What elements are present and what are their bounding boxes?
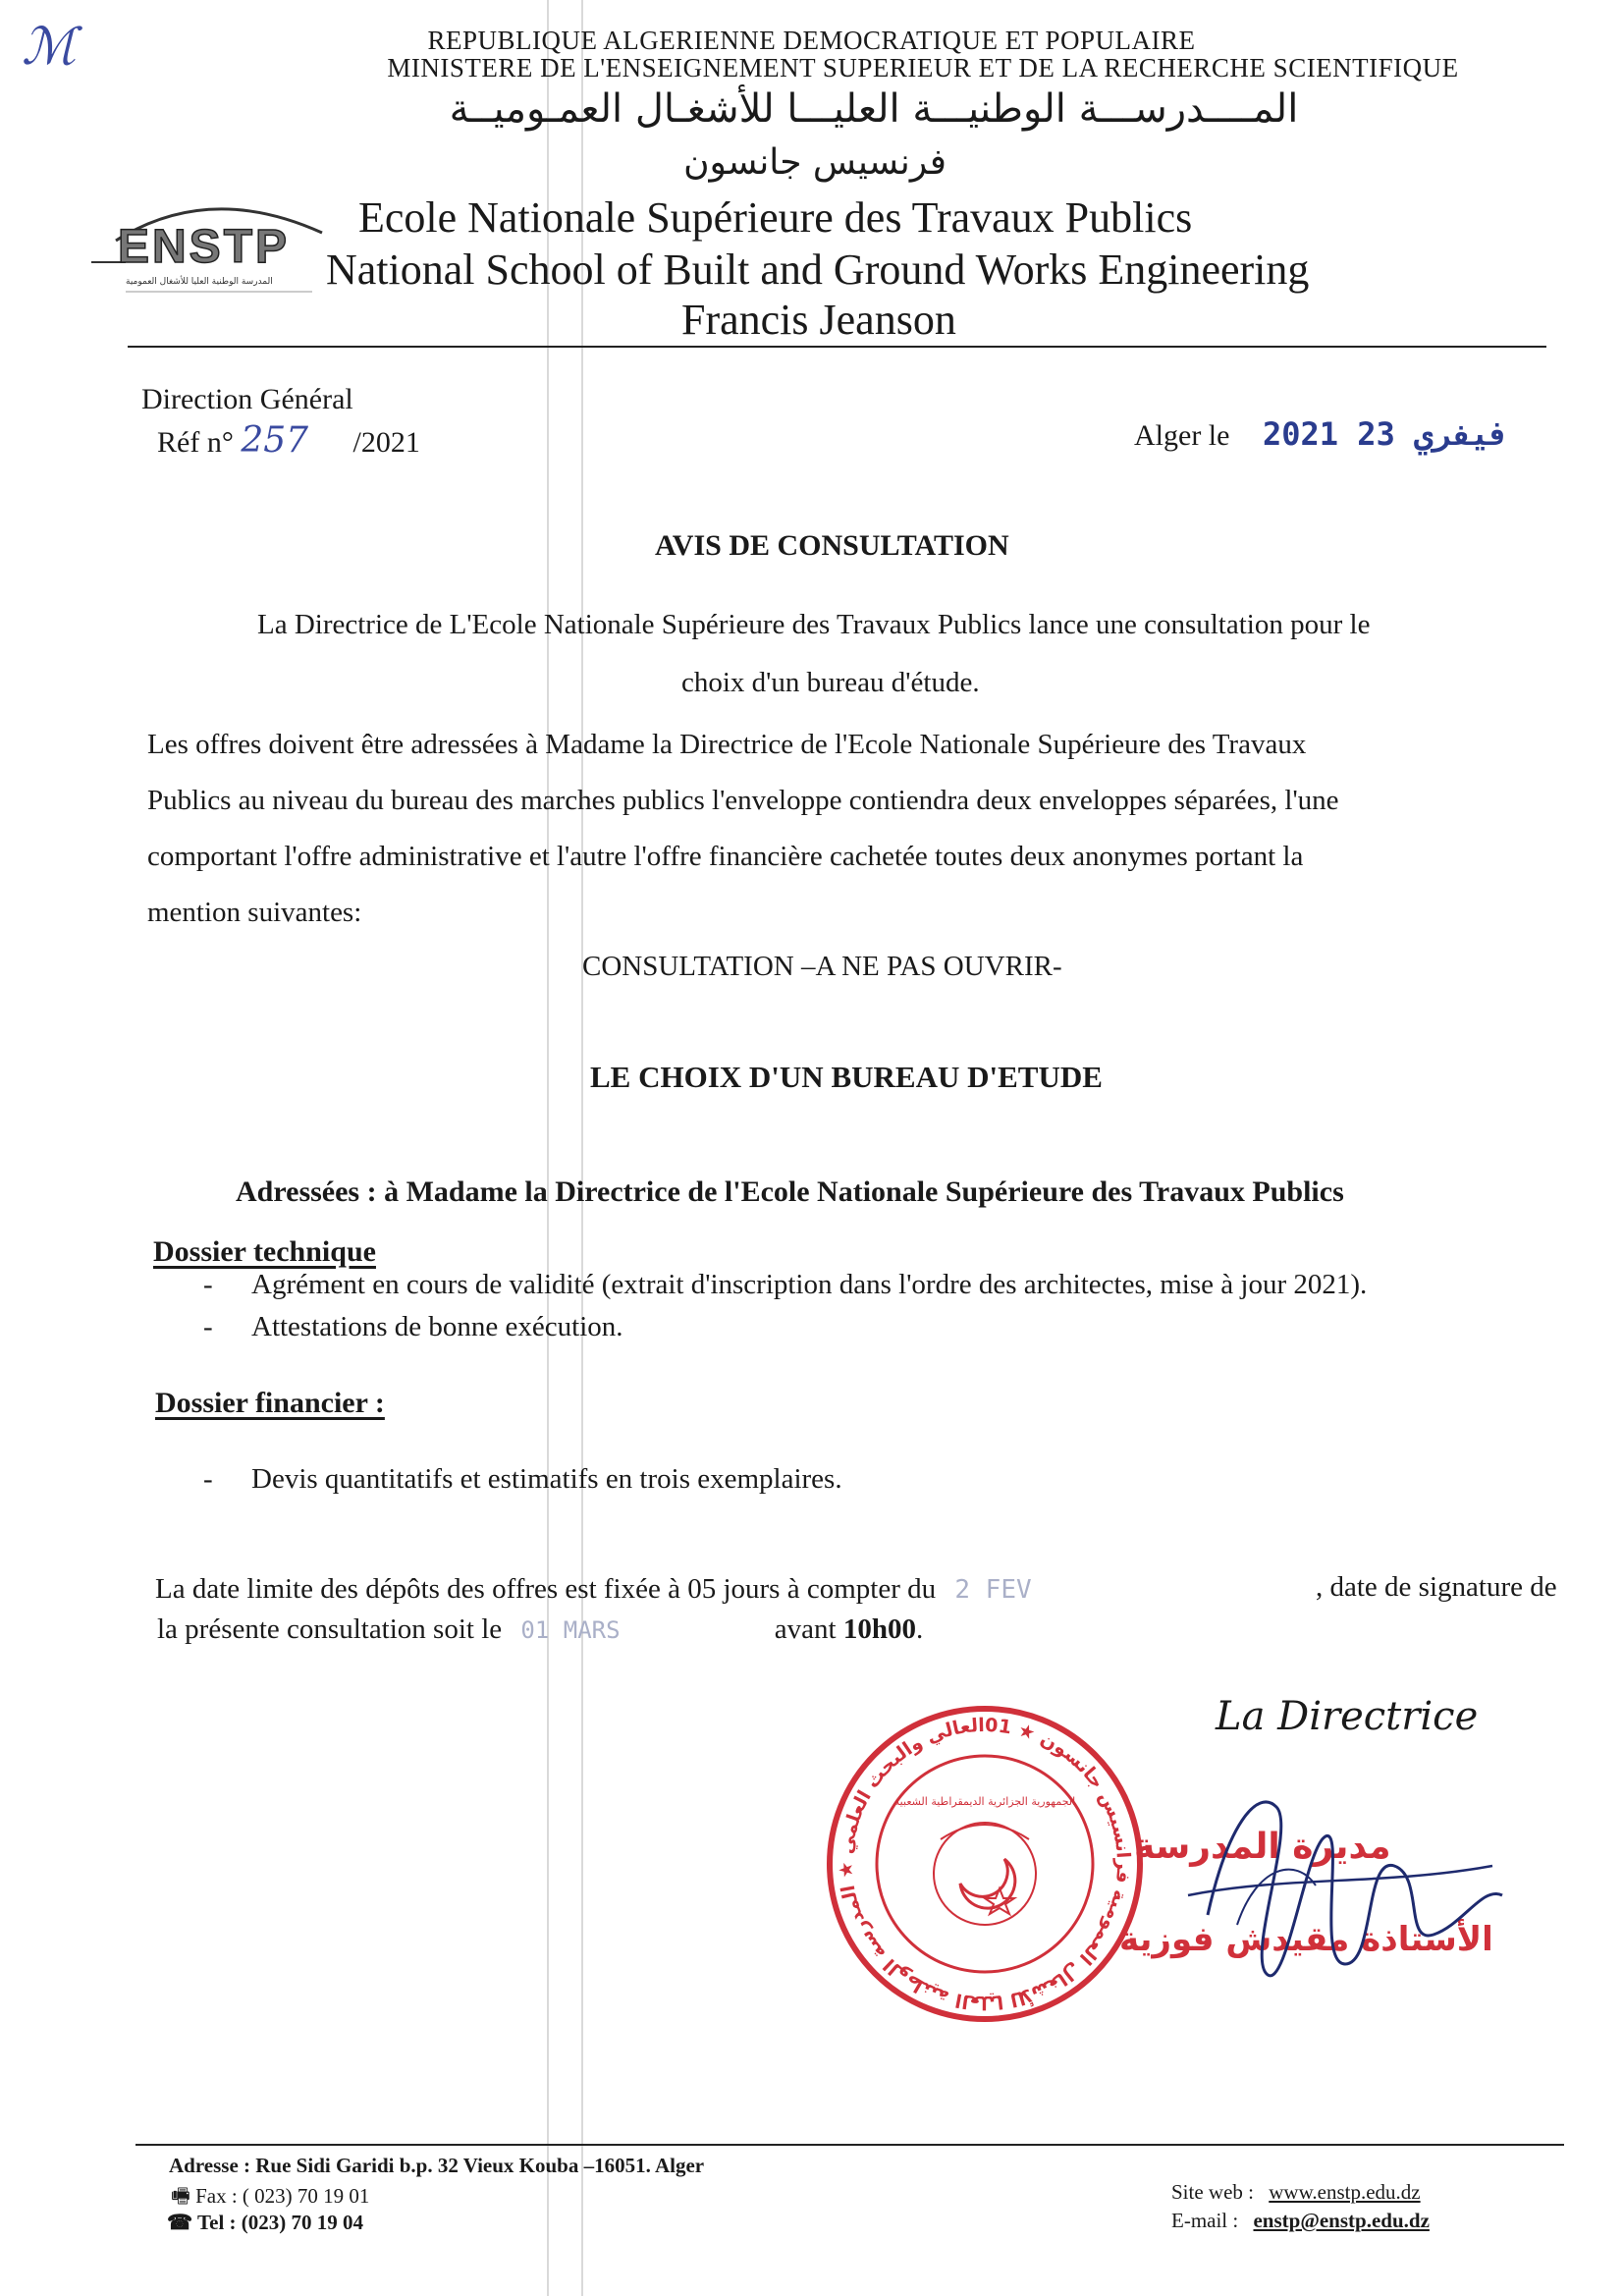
date-stamp: 2021 فيفري 23 xyxy=(1262,415,1509,453)
intro-line-2: choix d'un bureau d'étude. xyxy=(681,667,980,698)
footer-divider xyxy=(135,2144,1564,2146)
deadline-time: 10h00 xyxy=(842,1613,916,1645)
footer-email xyxy=(1171,2209,1430,2233)
email-label: E-mail : xyxy=(1171,2209,1239,2232)
fax-text: Fax : ( 023) 70 19 01 xyxy=(195,2184,370,2208)
date-line xyxy=(1134,415,1508,453)
reference-line xyxy=(157,420,420,461)
republic-header: REPUBLIQUE ALGERIENNE DEMOCRATIQUE ET POPULAIRE xyxy=(427,26,1196,55)
logo-text: ENSTP xyxy=(118,221,291,273)
ministry-header: MINISTERE DE L'ENSEIGNEMENT SUPERIEUR ET DE LA RECHERCHE SCIENTIFIQUE xyxy=(387,53,1459,82)
offers-line-4: mention suivantes: xyxy=(147,897,362,928)
intro-line-1: La Directrice de L'Ecole Nationale Supérieure des Travaux Publics lance une consultation pour le xyxy=(257,609,1371,640)
deadline-line-2 xyxy=(157,1613,923,1646)
deadline-text-end: , date de signature de xyxy=(1316,1571,1557,1603)
tel-text: Tel : (023) 70 19 04 xyxy=(197,2211,364,2234)
seal-center-text: الجمهورية الجزائرية الديمقراطية الشعبية xyxy=(893,1795,1076,1808)
francis-arabic-name: فرنسيس جانسون xyxy=(683,142,947,183)
seal-role: مديرة المدرسة xyxy=(1134,1827,1391,1867)
school-arabic-name: المــــدرســـة الوطنيـــة العليـــا للأشغـال العمـوميــة xyxy=(449,86,1299,132)
school-name-fr: Ecole Nationale Supérieure des Travaux Publics xyxy=(358,193,1193,242)
direction-label: Direction Général xyxy=(141,383,353,415)
reference-number: 257 xyxy=(241,420,309,461)
offers-line-3: comportant l'offre administrative et l'autre l'offre financière cachetée toutes deux anonymes portant la xyxy=(147,841,1304,872)
margin-mark: ℳ xyxy=(22,18,77,77)
enstp-logo xyxy=(86,191,332,309)
deadline-text-start: La date limite des dépôts des offres est fixée à 05 jours à compter du xyxy=(155,1573,937,1605)
subject-title: LE CHOIX D'UN BUREAU D'ETUDE xyxy=(590,1060,1103,1094)
deadline-stamp-march: 01 MARS xyxy=(520,1616,621,1644)
seal-ring-text: العالي والبحث العلمي ★ المدرسة الوطنية العليا للأشغال العمومية فرانسيس جانسون ★ 01 xyxy=(835,1714,1134,2014)
addressed-to: Adressées : à Madame la Directrice de l'Ecole Nationale Supérieure des Travaux Publics xyxy=(236,1175,1344,1208)
header-divider xyxy=(128,346,1546,348)
phone-icon: ☎ xyxy=(167,2211,193,2234)
deadline-stamp-date: 2 FEV xyxy=(954,1575,1032,1605)
reference-year: /2021 xyxy=(352,426,420,459)
footer-address: Adresse : Rue Sidi Garidi b.p. 32 Vieux Kouba –16051. Alger xyxy=(169,2154,705,2177)
offers-line-1: Les offres doivent être adressées à Madame la Directrice de l'Ecole Nationale Supérieure des Travaux xyxy=(147,729,1307,760)
official-seal xyxy=(823,1702,1147,2026)
site-label: Site web : xyxy=(1171,2180,1254,2204)
handwritten-signature xyxy=(1168,1768,1522,1994)
deadline-text-2: la présente consultation soit le xyxy=(157,1613,503,1645)
reference-prefix: Réf n° xyxy=(157,426,234,459)
fax-icon: 🖷 xyxy=(171,2184,190,2208)
offers-line-2: Publics au niveau du bureau des marches publics l'enveloppe contiendra deux enveloppes séparées, l'une xyxy=(147,785,1339,816)
footer-tel xyxy=(167,2211,363,2235)
school-name-short: Francis Jeanson xyxy=(681,296,956,344)
school-name-en: National School of Built and Ground Works Engineering xyxy=(326,246,1310,294)
site-link[interactable]: www.enstp.edu.dz xyxy=(1269,2180,1421,2204)
notice-title: AVIS DE CONSULTATION xyxy=(655,529,1009,562)
footer-site xyxy=(1171,2180,1421,2205)
mention-text: CONSULTATION –A NE PAS OUVRIR- xyxy=(582,951,1062,982)
dossier-technique-heading: Dossier technique xyxy=(153,1235,376,1268)
list-item: Devis quantitatifs et estimatifs en trois exemplaires. xyxy=(251,1463,842,1495)
deadline-before-label: avant xyxy=(774,1613,837,1645)
signature-title: La Directrice xyxy=(1216,1694,1479,1739)
list-item: Agrément en cours de validité (extrait d'inscription dans l'ordre des architectes, mise à jour 2021). xyxy=(251,1269,1368,1300)
place-label: Alger le xyxy=(1134,419,1230,452)
logo-subtext: المدرسة الوطنية العليا للأشغال العمومية xyxy=(126,277,273,287)
scan-line xyxy=(581,0,583,2296)
email-link[interactable]: enstp@enstp.edu.dz xyxy=(1253,2209,1430,2232)
list-item: Attestations de bonne exécution. xyxy=(251,1311,623,1342)
deadline-line-1 xyxy=(155,1573,1032,1606)
deadline-period: . xyxy=(916,1613,924,1645)
scan-line xyxy=(547,0,549,2296)
seal-name: الأستاذة مقيدش فوزية xyxy=(1119,1920,1493,1959)
dossier-financier-heading: Dossier financier : xyxy=(155,1387,385,1419)
